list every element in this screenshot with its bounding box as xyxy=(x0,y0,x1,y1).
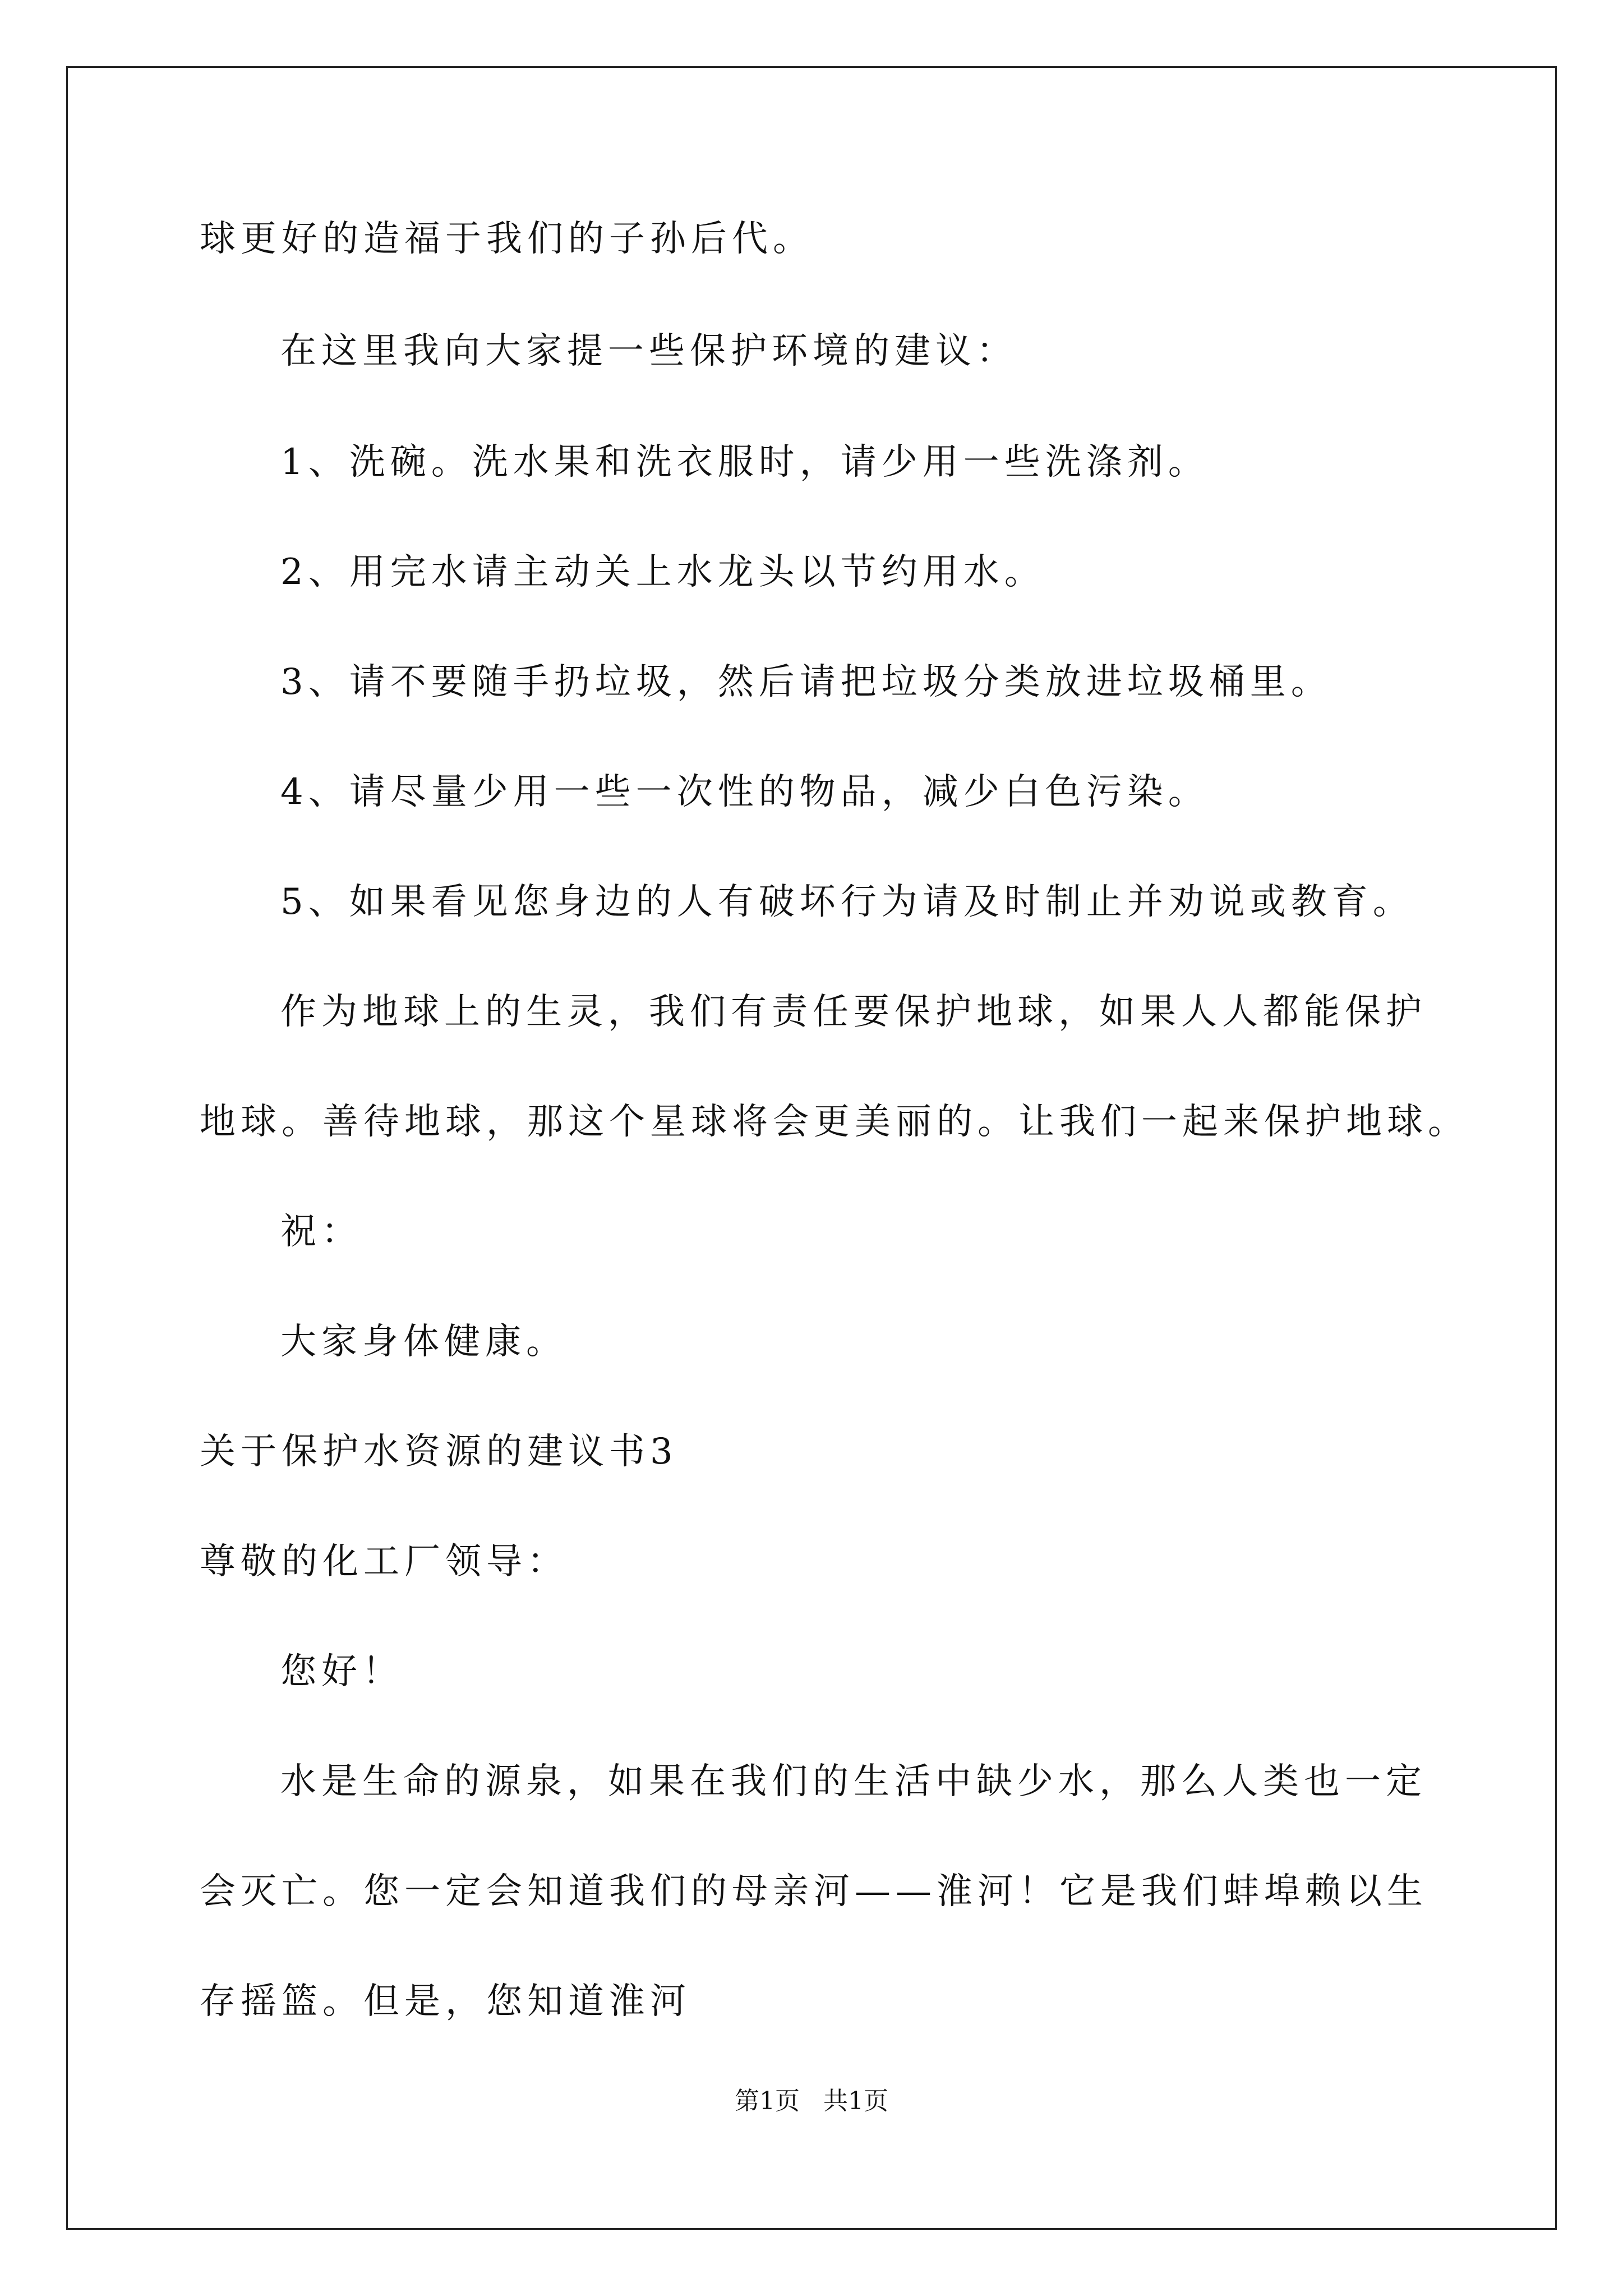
body-line-4: 地球。善待地球，那这个星球将会更美丽的。让我们一起来保护地球。 xyxy=(200,1101,1469,1143)
page-footer: 第1页 共1页 xyxy=(735,2087,888,2115)
body-line-1: 球更好的造福于我们的子孙后代。 xyxy=(200,218,814,260)
list-item-3: 3、请不要随手扔垃圾，然后请把垃圾分类放进垃圾桶里。 xyxy=(280,661,1332,703)
list-item-5: 5、如果看见您身边的人有破坏行为请及时制止并劝说或教育。 xyxy=(280,881,1414,923)
body-line-7: 存摇篮。但是，您知道淮河 xyxy=(200,1981,691,2022)
salutation: 尊敬的化工厂领导： xyxy=(200,1541,568,1582)
body-line-6: 会灭亡。您一定会知道我们的母亲河——淮河！它是我们蚌埠赖以生 xyxy=(200,1871,1428,1912)
closing-wish: 祝： xyxy=(280,1211,362,1253)
body-line-5: 水是生命的源泉，如果在我们的生活中缺少水，那么人类也一定 xyxy=(280,1761,1427,1802)
body-line-3: 作为地球上的生灵，我们有责任要保护地球，如果人人都能保护 xyxy=(280,991,1427,1033)
list-item-2: 2、用完水请主动关上水龙头以节约用水。 xyxy=(280,551,1045,593)
body-line-2: 在这里我向大家提一些保护环境的建议： xyxy=(280,330,1017,372)
greeting: 您好！ xyxy=(280,1651,403,1692)
section-title: 关于保护水资源的建议书3 xyxy=(200,1431,678,1473)
closing-wish-text: 大家身体健康。 xyxy=(280,1321,567,1363)
list-item-4: 4、请尽量少用一些一次性的物品，减少白色污染。 xyxy=(280,771,1209,813)
list-item-1: 1、洗碗。洗水果和洗衣服时，请少用一些洗涤剂。 xyxy=(280,441,1209,483)
